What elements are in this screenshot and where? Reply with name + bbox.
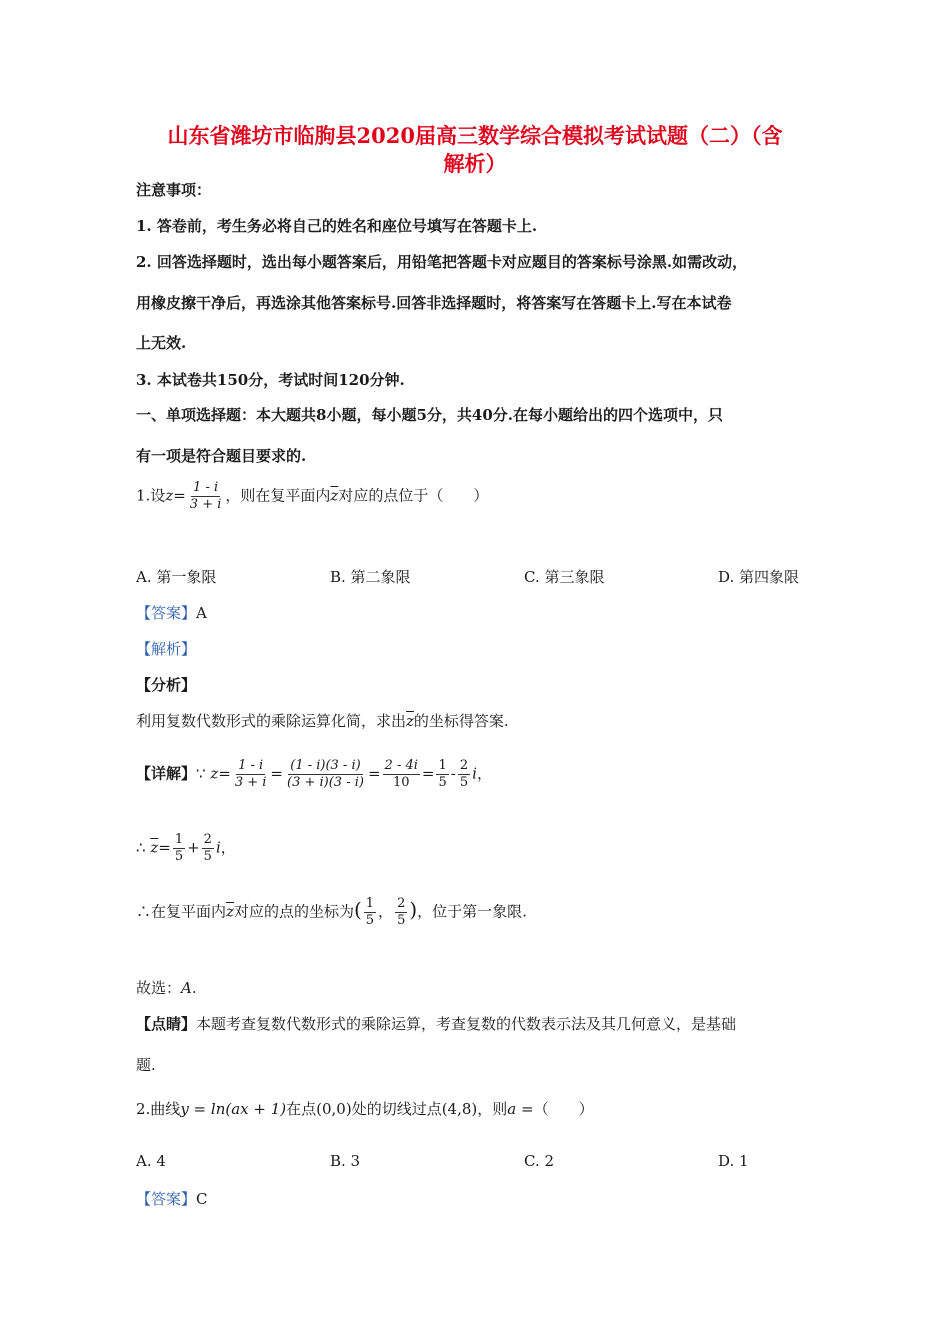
fraction: $\frac{2}{5}$ [203,832,212,864]
fraction: $\frac{(1 - i)(3 - i)}{(3 + i)(3 - i)}$ [287,758,364,790]
q1-fenxi-text: 利用复数代数形式的乘除运算化简，求出$\overline{z}$的坐标得答案. [136,712,509,730]
doc-title-line1: 山东省潍坊市临朐县2020届高三数学综合模拟考试试题（二）（含 [167,123,783,148]
q2-option-b: B. 3 [330,1152,361,1170]
q1-option-d: D. 第四象限 [718,568,800,586]
q2-answer: 【答案】C [136,1190,208,1208]
fraction: $\frac{1 - i}{3 + i}$ [189,480,222,512]
fraction: $\frac{1 - i}{3 + i}$ [234,758,267,790]
notice-heading: 注意事项： [136,181,212,199]
q2-option-a: A. 4 [136,1152,166,1170]
q1-dianjing-end: 题. [136,1056,156,1074]
fraction: $\frac{2}{5}$ [397,896,406,928]
q1-dianjing: 【点睛】本题考查复数代数形式的乘除运算，考查复数的代数表示法及其几何意义，是基础 [136,1015,737,1033]
q1-detail: 【详解】∵ z= $\frac{1 - i}{3 + i}$ = $\frac{(1 - i)(3 - i)}{(3 + i)(3 - i)}$ = $\frac{2 - 4i}{10}$ = $\frac{1}{5}$ - $\frac{2}{5}$ i， [136,758,492,790]
fraction: $\frac{2}{5}$ [459,758,469,790]
section-heading-a: 一、单项选择题：本大题共8小题，每小题5分，共40分.在每小题给出的四个选项中，只 [136,406,723,424]
q2-option-d: D. 1 [718,1152,749,1170]
doc-title-line2: 解析） [443,151,507,176]
question-1-stem: 1.设z= $\frac{1 - i}{3 + i}$ ，则在复平面内$\overline{z}$对应的点位于（ ） [136,480,489,512]
fraction: $\frac{1}{5}$ [438,758,447,790]
q1-fenxi-tag: 【分析】 [136,676,197,694]
q1-answer: 【答案】A [136,604,207,622]
q1-option-c: C. 第三象限 [524,568,605,586]
q1-therefore-zbar: ∴ $\overline{z}=$ $\frac{1}{5}$ + $\frac{2}{5}$ i， [136,832,236,864]
q1-option-b: B. 第二象限 [330,568,411,586]
q1-option-a: A. 第一象限 [136,568,217,586]
notice-item-2a: 2. 回答选择题时，选出每小题答案后，用铅笔把答题卡对应题目的答案标号涂黑.如需改动， [136,253,748,271]
q2-option-c: C. 2 [524,1152,555,1170]
notice-item-2b: 用橡皮擦干净后，再选涂其他答案标号.回答非选择题时，将答案写在答题卡上.写在本试卷 [136,294,732,312]
fraction: $\frac{2 - 4i}{10}$ [384,758,418,790]
notice-item-2c: 上无效. [136,334,187,352]
q1-conclusion: ∴在复平面内$\overline{z}$对应的点的坐标为( $\frac{1}{5}$ ， $\frac{2}{5}$ )，位于第一象限. [136,896,527,928]
notice-item-3: 3. 本试卷共150分，考试时间120分钟. [136,371,405,389]
q1-guxuan: 故选：A. [136,979,197,997]
fraction: $\frac{1}{5}$ [174,832,184,864]
fraction: $\frac{1}{5}$ [365,896,375,928]
question-2-stem: 2.曲线y = ln(ax + 1)在点(0,0)处的切线过点(4,8)，则a =（ ） [136,1100,594,1118]
q1-analysis-tag: 【解析】 [136,640,197,658]
notice-item-1: 1. 答卷前，考生务必将自己的姓名和座位号填写在答题卡上. [136,217,538,235]
section-heading-b: 有一项是符合题目要求的. [136,447,307,465]
